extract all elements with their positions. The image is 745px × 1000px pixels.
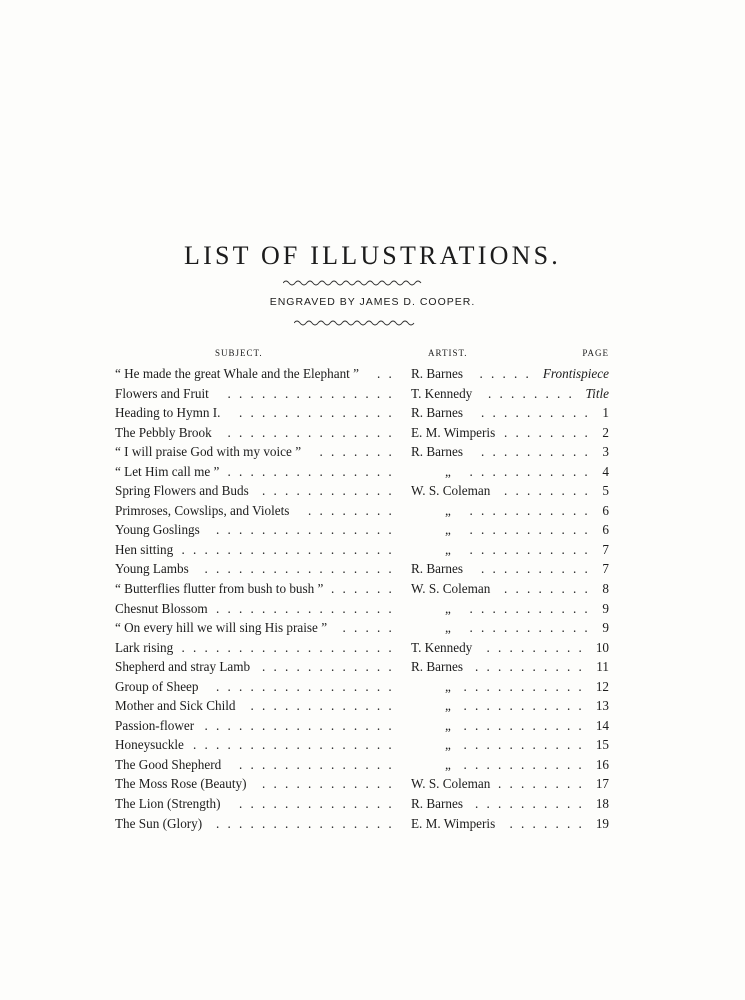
ditto-mark: „ (445, 737, 451, 753)
leader-dots: . . . . . . . . . . . . (262, 659, 392, 675)
leader-dots: . . . . . . . . . . . (469, 463, 588, 479)
subject-text: Shepherd and stray Lamb (115, 659, 251, 675)
list-item (0, 677, 745, 697)
leader-dots: . . . . . . . . . . . . . . . . (216, 522, 392, 538)
subject-text: Mother and Sick Child (115, 698, 236, 714)
leader-dots: . . . . . . . . . . . . (262, 483, 392, 499)
ditto-mark: „ (445, 678, 451, 694)
leader-dots: . . . . . . . . . . . . . . . . . . . (181, 541, 392, 557)
leader-dots: . . . . . . . . . . (481, 444, 588, 460)
leader-dots: . . . . . . . (509, 815, 582, 831)
ditto-mark: „ (445, 756, 451, 772)
leader-dots: . . . . . . . . (498, 776, 582, 792)
list-item (0, 696, 745, 716)
leader-dots: . . . . . . . . (488, 385, 572, 401)
artist-name: E. M. Wimperis (411, 424, 496, 440)
leader-dots: . . . . . . . . . . . . . . (239, 756, 392, 772)
leader-dots: . . . . . . . . . . . . . . . . . (204, 717, 392, 733)
artist-name: W. S. Coleman (411, 776, 491, 792)
artist-name: R. Barnes (411, 366, 464, 381)
page-number: Title (585, 385, 609, 401)
column-header-page: PAGE (582, 348, 609, 358)
list-item (0, 638, 745, 658)
artist-name: R. Barnes (411, 561, 464, 577)
subject-text: Honeysuckle (115, 737, 184, 753)
page-number: 2 (602, 424, 609, 440)
engraver-credit: ENGRAVED BY JAMES D. COOPER. (269, 296, 476, 308)
list-item (0, 559, 745, 579)
leader-dots: . . . . . . . . . . . . . . . . . (204, 561, 392, 577)
subject-text: Lark rising (115, 639, 174, 655)
page-number: 9 (602, 620, 609, 636)
list-item (0, 384, 745, 404)
subject-text: “ He made the great Whale and the Elephant ” (115, 366, 359, 381)
leader-dots: . . . . . . . . . . . (469, 620, 588, 636)
subject-text: Primroses, Cowslips, and Violets (115, 502, 290, 518)
leader-dots: . . . . . . . . . (486, 639, 582, 655)
subject-text: Passion-flower (115, 717, 195, 733)
column-header-subject: SUBJECT. (215, 348, 263, 358)
leader-dots: . . . . . . . . . . . . . . . . (216, 678, 392, 694)
artist-name: R. Barnes (411, 444, 464, 460)
leader-dots: . . . . . . . . . . . . . . . (227, 463, 392, 479)
list-item (0, 735, 745, 755)
list-item (0, 716, 745, 736)
page-number: Frontispiece (542, 366, 609, 381)
list-item (0, 403, 745, 423)
page-number: 9 (602, 600, 609, 616)
page-number: 4 (602, 463, 609, 479)
top-flourish (283, 278, 423, 286)
list-item (0, 442, 745, 462)
leader-dots: . . . . . . . . . . . . . . . . . . (193, 737, 392, 753)
page-number: 8 (602, 581, 609, 597)
ditto-mark: „ (445, 541, 451, 557)
page-number: 16 (595, 756, 609, 772)
leader-dots: . . . . . . . . . . . . . . . . (216, 815, 392, 831)
leader-dots: . . . . . . . . . . . (469, 502, 588, 518)
page-number: 18 (595, 796, 609, 812)
subject-text: Young Lambs (115, 561, 189, 577)
leader-dots: . . . . . . . . . . . . . . (239, 796, 392, 812)
subject-text: “ Let Him call me ” (115, 463, 220, 479)
list-item (0, 423, 745, 443)
list-item (0, 520, 745, 540)
list-item (0, 501, 745, 521)
list-item (0, 540, 745, 560)
leader-dots: . . . . . . . . (308, 502, 392, 518)
page-title: LIST OF ILLUSTRATIONS. (184, 241, 561, 271)
page-number: 5 (602, 483, 609, 499)
artist-name: E. M. Wimperis (411, 815, 496, 831)
list-item (0, 814, 745, 834)
leader-dots: . . . . . . . . . . . (469, 600, 588, 616)
subject-text: Flowers and Fruit (115, 385, 209, 401)
leader-dots: . . . . . . . . . . . (463, 756, 582, 772)
page-number: 14 (595, 717, 609, 733)
column-header-artist: ARTIST. (428, 348, 468, 358)
page-number: 17 (595, 776, 609, 792)
leader-dots: . . . . . . . . (504, 483, 588, 499)
leader-dots: . . . . . . . . . . (475, 796, 582, 812)
subject-text: “ Butterflies flutter from bush to bush ” (115, 581, 324, 597)
page-number: 13 (595, 698, 609, 714)
subject-text: Hen sitting (115, 541, 174, 557)
subject-text: Chesnut Blossom (115, 600, 208, 616)
list-item (0, 481, 745, 501)
leader-dots: . . . . . . . . . . (481, 405, 588, 421)
subject-text: Spring Flowers and Buds (115, 483, 249, 499)
list-item (0, 599, 745, 619)
leader-dots: . . . . . . . . . . . . (262, 776, 392, 792)
list-item (0, 462, 745, 482)
leader-dots: . . . . . . . . . . . (463, 717, 582, 733)
list-item (0, 774, 745, 794)
subject-text: Group of Sheep (115, 678, 199, 694)
leader-dots: . . . . . . . . . . . (463, 698, 582, 714)
bottom-flourish (294, 319, 418, 327)
leader-dots: . . . . . . . . . . . (463, 737, 582, 753)
ditto-mark: „ (445, 600, 451, 616)
page-number: 7 (602, 541, 609, 557)
leader-dots: . . . . . (342, 620, 392, 636)
artist-name: W. S. Coleman (411, 581, 491, 597)
subject-text: The Moss Rose (Beauty) (115, 776, 247, 792)
page-number: 3 (602, 444, 609, 460)
subject-text: The Pebbly Brook (115, 424, 212, 440)
subject-text: “ On every hill we will sing His praise ” (115, 620, 328, 636)
ditto-mark: „ (445, 620, 451, 636)
subject-text: The Lion (Strength) (115, 796, 221, 812)
leader-dots: . . . . . . . . . . . . . . (239, 405, 392, 421)
leader-dots: . . . . . . . . . . . . . . . . . . . (181, 639, 392, 655)
list-item (0, 618, 745, 638)
artist-name: T. Kennedy (411, 385, 473, 401)
artist-name: T. Kennedy (411, 639, 473, 655)
leader-dots: . . . . . . . . . . . (469, 522, 588, 538)
ditto-mark: „ (445, 698, 451, 714)
leader-dots: . . . . . . . . . . . . . (250, 698, 392, 714)
leader-dots: . . (377, 366, 392, 381)
page-number: 15 (595, 737, 609, 753)
illustrations-list (0, 364, 745, 833)
page-number: 1 (602, 405, 609, 421)
list-item (0, 657, 745, 677)
page-number: 19 (595, 815, 609, 831)
leader-dots: . . . . . . . . . . (475, 659, 582, 675)
list-item (0, 364, 745, 384)
leader-dots: . . . . . . . . . . . . . . . (227, 385, 392, 401)
subject-text: Young Goslings (115, 522, 200, 538)
artist-name: R. Barnes (411, 405, 464, 421)
subject-text: Heading to Hymn I. (115, 405, 221, 421)
leader-dots: . . . . . . . . . . . (469, 541, 588, 557)
page-number: 11 (596, 659, 609, 675)
artist-name: R. Barnes (411, 659, 464, 675)
subject-text: The Sun (Glory) (115, 815, 203, 831)
page-number: 6 (602, 502, 609, 518)
page-number: 7 (602, 561, 609, 577)
leader-dots: . . . . . . (331, 581, 392, 597)
artist-name: W. S. Coleman (411, 483, 491, 499)
ditto-mark: „ (445, 502, 451, 518)
leader-dots: . . . . . . . . . . . (463, 678, 582, 694)
subject-text: The Good Shepherd (115, 756, 222, 772)
ditto-mark: „ (445, 463, 451, 479)
leader-dots: . . . . . . . . (504, 424, 588, 440)
page-number: 12 (595, 678, 609, 694)
list-item (0, 579, 745, 599)
page-number: 6 (602, 522, 609, 538)
subject-text: “ I will praise God with my voice ” (115, 444, 302, 460)
leader-dots: . . . . . . . . . . . . . . . . (216, 600, 392, 616)
list-item (0, 755, 745, 775)
leader-dots: . . . . . . . . . . . . . . . (227, 424, 392, 440)
list-item (0, 794, 745, 814)
leader-dots: . . . . . . . . (504, 581, 588, 597)
leader-dots: . . . . . (479, 366, 529, 381)
leader-dots: . . . . . . . (319, 444, 392, 460)
ditto-mark: „ (445, 717, 451, 733)
leader-dots: . . . . . . . . . . (481, 561, 588, 577)
page-number: 10 (595, 639, 609, 655)
ditto-mark: „ (445, 522, 451, 538)
artist-name: R. Barnes (411, 796, 464, 812)
